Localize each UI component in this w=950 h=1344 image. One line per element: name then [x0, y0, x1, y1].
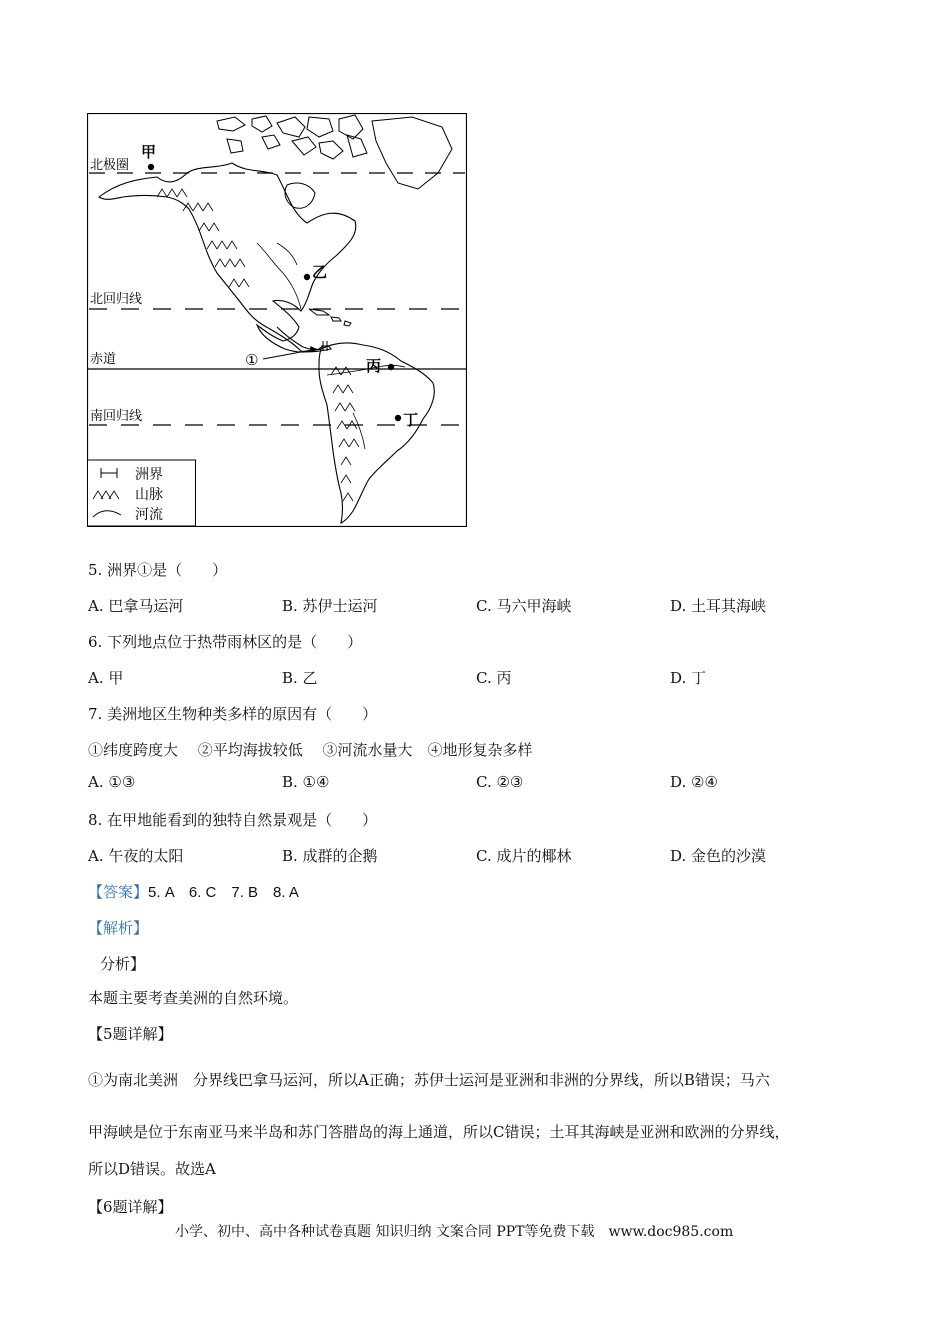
point-yi-label: 乙 — [312, 263, 328, 281]
q7-option-a: A. ①③ — [88, 773, 136, 791]
q6-option-c: C. 丙 — [476, 669, 512, 687]
point-jia-dot — [148, 164, 154, 170]
label-equator: 赤道 — [90, 351, 117, 366]
map-legend — [88, 460, 196, 526]
label-tropic-cancer: 北回归线 — [90, 291, 143, 306]
question-7-stem: 7. 美洲地区生物种类多样的原因有（ ） — [88, 705, 378, 723]
point-ding-dot — [395, 415, 401, 421]
question-5-stem: 5. 洲界①是（ ） — [88, 561, 228, 579]
q5-detail-header: 【5题详解】 — [88, 1025, 173, 1043]
legend-mountain-label: 山脉 — [135, 487, 163, 503]
boundary-marker-label: ① — [245, 351, 259, 369]
q5-detail-line-2: 甲海峡是位于东南亚马来半岛和苏门答腊岛的海上通道，所以C错误；土耳其海峡是亚洲和欧洲的分界线， — [88, 1123, 790, 1141]
legend-boundary-label: 洲界 — [135, 467, 163, 483]
point-ding-label: 丁 — [403, 411, 419, 429]
point-yi-dot — [304, 274, 310, 280]
answer-label: 【答案】 — [88, 883, 149, 901]
q7-option-c: C. ②③ — [476, 773, 524, 791]
question-8-stem: 8. 在甲地能看到的独特自然景观是（ ） — [88, 811, 378, 829]
point-jia-label: 甲 — [141, 143, 157, 161]
legend-river-label: 河流 — [135, 507, 163, 523]
q5-option-c: C. 马六甲海峡 — [476, 597, 572, 615]
analysis-intro: 本题主要考查美洲的自然环境。 — [88, 989, 299, 1007]
analysis-sub-label: 分析】 — [100, 955, 146, 973]
q8-option-c: C. 成片的椰林 — [476, 847, 572, 865]
page-footer: 小学、初中、高中各种试卷真题 知识归纳 文案合同 PPT等免费下载 www.doc985.com — [175, 1224, 734, 1240]
q5-option-b: B. 苏伊士运河 — [282, 597, 378, 615]
q6-option-d: D. 丁 — [670, 669, 707, 687]
question-6-stem: 6. 下列地点位于热带雨林区的是（ ） — [88, 633, 363, 651]
q5-option-a: A. 巴拿马运河 — [88, 597, 184, 615]
label-arctic-circle: 北极圈 — [90, 157, 130, 172]
q5-detail-line-3: 所以D错误。故选A — [88, 1160, 216, 1178]
q8-option-b: B. 成群的企鹅 — [282, 847, 378, 865]
answer-text: 5. A 6. C 7. B 8. A — [148, 884, 299, 901]
q7-option-b: B. ①④ — [282, 773, 330, 791]
q7-option-d: D. ②④ — [670, 773, 718, 791]
question-7-statements: ①纬度跨度大 ②平均海拔较低 ③河流水量大 ④地形复杂多样 — [88, 741, 533, 759]
point-bing-label: 丙 — [366, 357, 382, 375]
q8-option-a: A. 午夜的太阳 — [88, 847, 184, 865]
q5-option-d: D. 土耳其海峡 — [670, 597, 767, 615]
americas-map — [87, 113, 467, 527]
analysis-label: 【解析】 — [88, 919, 149, 937]
q6-detail-header: 【6题详解】 — [88, 1198, 173, 1216]
answer-line — [88, 881, 299, 902]
q5-detail-line-1: ①为南北美洲 分界线巴拿马运河，所以A正确；苏伊士运河是亚洲和非洲的分界线，所以B错误；马六 — [88, 1071, 770, 1089]
point-bing-dot — [388, 364, 394, 370]
q6-option-b: B. 乙 — [282, 669, 318, 687]
q8-option-d: D. 金色的沙漠 — [670, 847, 767, 865]
label-tropic-capricorn: 南回归线 — [90, 408, 143, 423]
q6-option-a: A. 甲 — [88, 669, 124, 687]
